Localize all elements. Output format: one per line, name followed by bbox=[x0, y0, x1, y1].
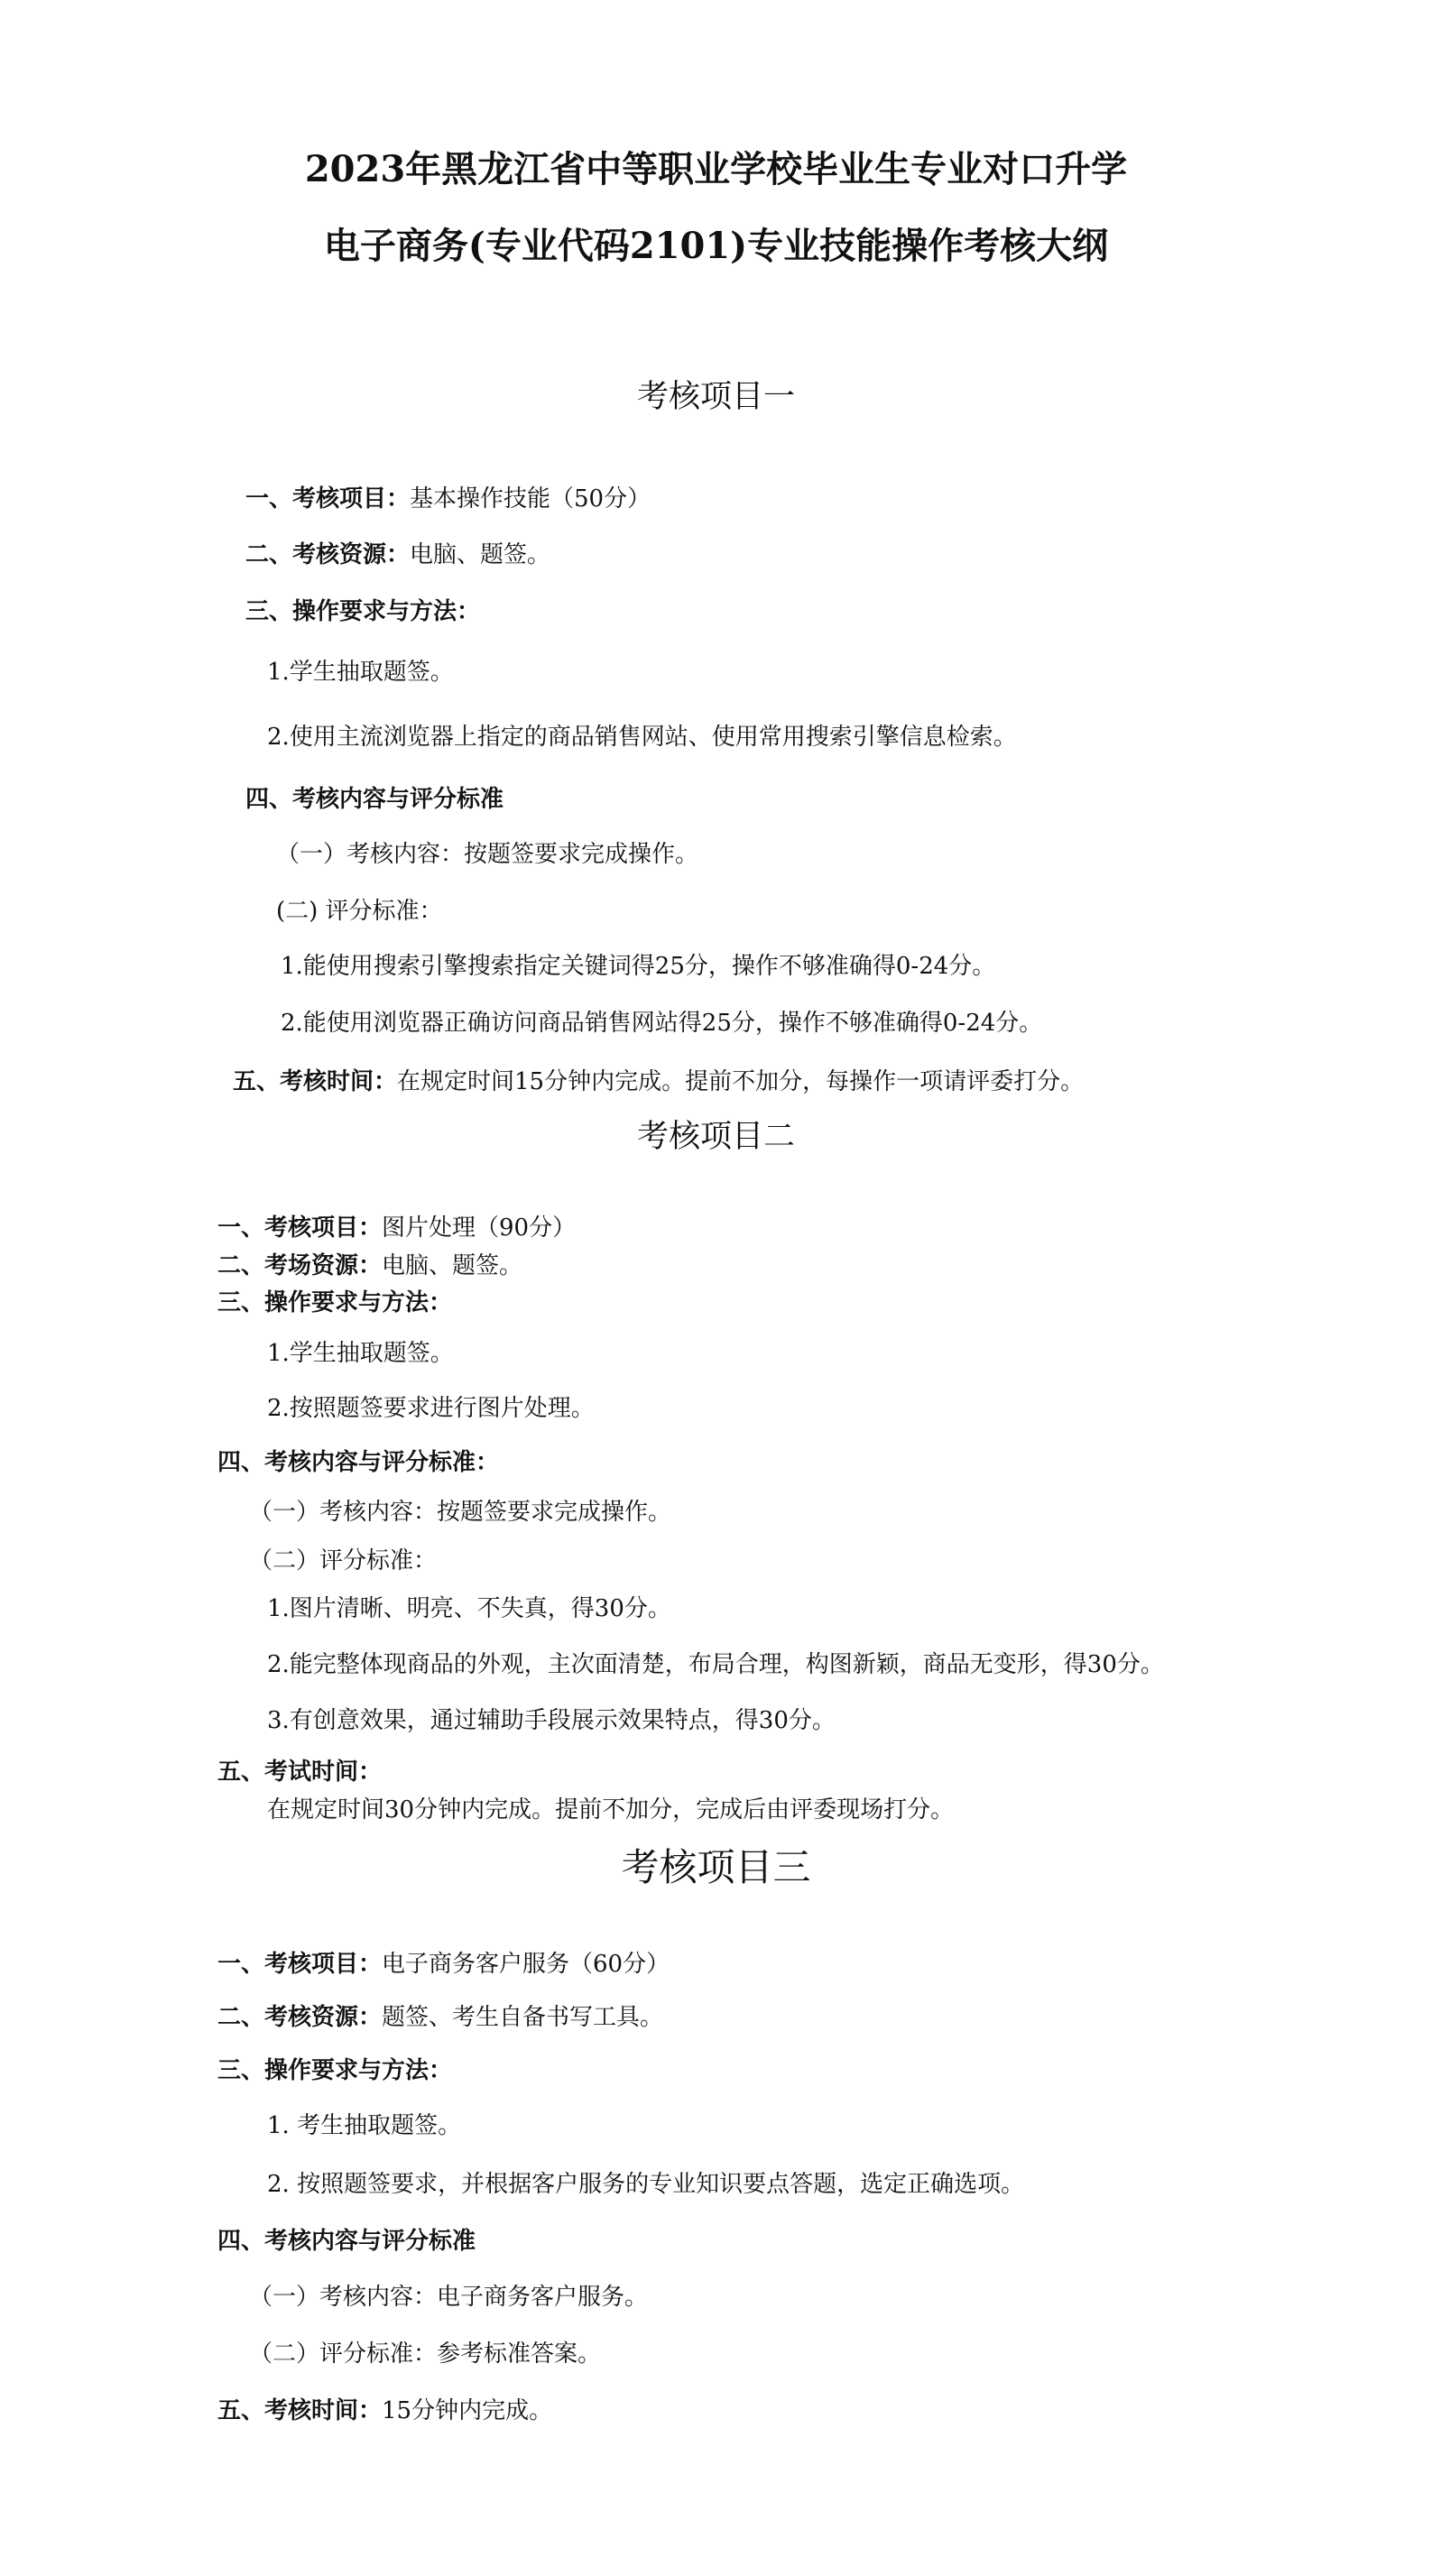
s1-exam-content: （一）考核内容：按题签要求完成操作。 bbox=[276, 841, 699, 868]
s2-exam-resources-label: 二、考场资源： bbox=[217, 1252, 383, 1279]
s2-requirement-2: 2.按照题签要求进行图片处理。 bbox=[267, 1395, 595, 1422]
s3-exam-time-text: 15分钟内完成。 bbox=[382, 2397, 553, 2424]
s3-operation-requirements-label: 三、操作要求与方法： bbox=[217, 2057, 453, 2084]
s3-exam-content: （一）考核内容：电子商务客户服务。 bbox=[249, 2284, 649, 2311]
s3-exam-item-label: 一、考核项目： bbox=[217, 1951, 383, 1978]
s1-exam-item-text: 基本操作技能（50分） bbox=[410, 485, 651, 512]
s2-exam-time-label: 五、考试时间： bbox=[217, 1759, 383, 1786]
s3-scoring-standard: （二）评分标准：参考标准答案。 bbox=[249, 2341, 602, 2368]
s1-requirement-2: 2.使用主流浏览器上指定的商品销售网站、使用常用搜索引擎信息检索。 bbox=[267, 724, 1017, 751]
s1-exam-resources bbox=[245, 540, 550, 570]
s1-content-criteria-label: 四、考核内容与评分标准 bbox=[245, 786, 504, 813]
document-title-line-2: 电子商务(专业代码2101)专业技能操作考核大纲 bbox=[323, 225, 1109, 267]
s2-standard-3: 3.有创意效果，通过辅助手段展示效果特点，得30分。 bbox=[267, 1707, 836, 1734]
s3-content-criteria-label: 四、考核内容与评分标准 bbox=[217, 2228, 476, 2255]
s1-requirement-1: 1.学生抽取题签。 bbox=[267, 659, 454, 686]
s3-exam-resources bbox=[217, 2002, 663, 2033]
s1-exam-resources-label: 二、考核资源： bbox=[245, 541, 411, 568]
s3-exam-resources-text: 题签、考生自备书写工具。 bbox=[382, 2004, 664, 2031]
s2-exam-item bbox=[217, 1213, 576, 1243]
s1-exam-resources-text: 电脑、题签。 bbox=[410, 541, 551, 568]
s1-exam-item-label: 一、考核项目： bbox=[245, 485, 411, 512]
section-heading-1: 考核项目一 bbox=[636, 379, 795, 415]
s2-exam-content: （一）考核内容：按题签要求完成操作。 bbox=[249, 1499, 672, 1526]
s2-content-criteria-label: 四、考核内容与评分标准： bbox=[217, 1449, 500, 1476]
s1-exam-time bbox=[233, 1066, 1084, 1097]
s2-exam-item-label: 一、考核项目： bbox=[217, 1214, 383, 1242]
s2-operation-requirements-label: 三、操作要求与方法： bbox=[217, 1289, 453, 1316]
s2-exam-resources-text: 电脑、题签。 bbox=[382, 1252, 523, 1279]
s1-exam-time-label: 五、考核时间： bbox=[233, 1068, 398, 1095]
s2-exam-resources bbox=[217, 1251, 522, 1281]
s3-requirement-2: 2. 按照题签要求，并根据客户服务的专业知识要点答题，选定正确选项。 bbox=[267, 2171, 1025, 2198]
s2-exam-item-text: 图片处理（90分） bbox=[382, 1214, 577, 1242]
section-heading-3: 考核项目三 bbox=[621, 1845, 811, 1889]
s3-exam-item bbox=[217, 1949, 670, 1980]
s2-exam-time-text: 在规定时间30分钟内完成。提前不加分，完成后由评委现场打分。 bbox=[267, 1796, 955, 1824]
document-title-line-1: 2023年黑龙江省中等职业学校毕业生专业对口升学 bbox=[304, 148, 1128, 190]
s1-operation-requirements-label: 三、操作要求与方法： bbox=[245, 598, 481, 625]
s3-exam-time-label: 五、考核时间： bbox=[217, 2397, 383, 2424]
s1-scoring-standard: (二) 评分标准： bbox=[276, 898, 443, 925]
section-heading-2: 考核项目二 bbox=[636, 1119, 795, 1155]
s1-exam-item bbox=[245, 484, 651, 514]
s3-exam-item-text: 电子商务客户服务（60分） bbox=[382, 1951, 670, 1978]
s3-requirement-1: 1. 考生抽取题签。 bbox=[267, 2112, 462, 2139]
s1-exam-time-text: 在规定时间15分钟内完成。提前不加分，每操作一项请评委打分。 bbox=[397, 1068, 1085, 1095]
s1-standard-1: 1.能使用搜索引擎搜索指定关键词得25分，操作不够准确得0-24分。 bbox=[281, 953, 996, 980]
s2-requirement-1: 1.学生抽取题签。 bbox=[267, 1340, 454, 1367]
s1-standard-2: 2.能使用浏览器正确访问商品销售网站得25分，操作不够准确得0-24分。 bbox=[281, 1010, 1043, 1037]
s2-scoring-standard: （二）评分标准： bbox=[249, 1547, 438, 1574]
s3-exam-resources-label: 二、考核资源： bbox=[217, 2004, 383, 2031]
s2-standard-2: 2.能完整体现商品的外观，主次面清楚，布局合理，构图新颖，商品无变形，得30分。 bbox=[267, 1651, 1164, 1678]
s2-standard-1: 1.图片清晰、明亮、不失真，得30分。 bbox=[267, 1595, 671, 1622]
s3-exam-time bbox=[217, 2396, 552, 2426]
